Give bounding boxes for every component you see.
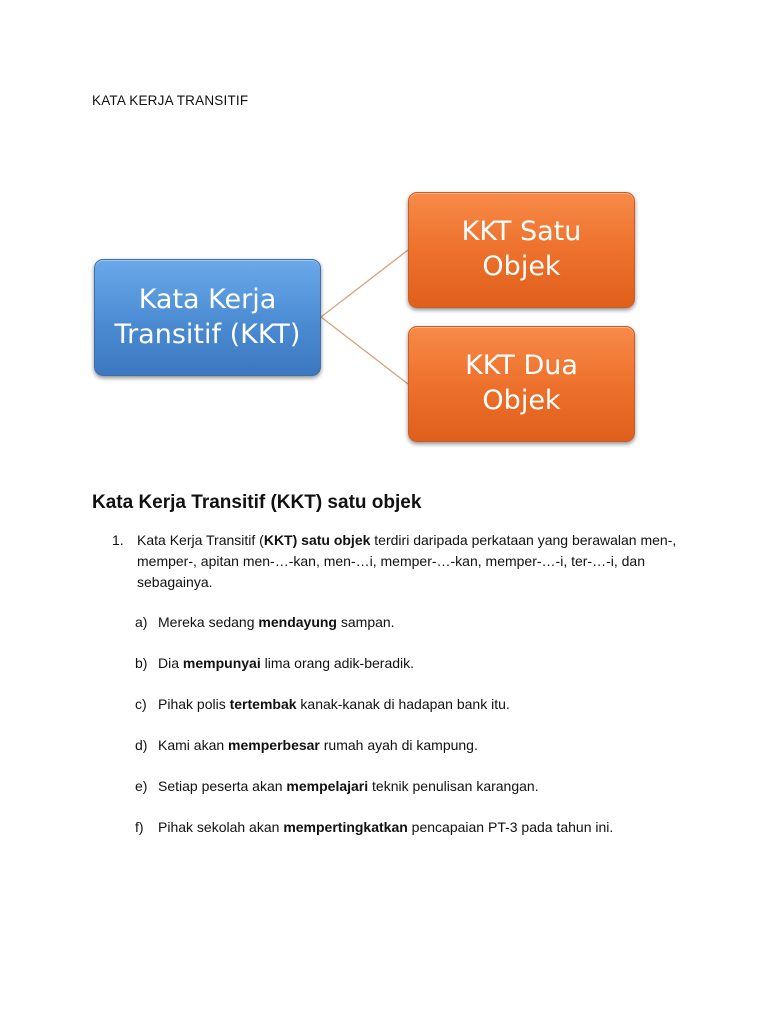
example-bold-verb: mempunyai — [182, 655, 261, 671]
example-text-after: lima orang adik-beradik. — [260, 655, 415, 671]
list-number: 1. — [112, 532, 124, 548]
example-item — [135, 737, 478, 753]
intro-text-post: terdiri daripada perkataan yang berawalan men-, memper-, apitan men-…-kan, men-…i, memper-…-kan, memper-…-i, ter-…-i, dan sebagainya. — [137, 532, 677, 590]
example-bold-verb: mendayung — [258, 614, 337, 630]
example-text-before: Dia — [158, 655, 183, 671]
example-item — [135, 696, 510, 712]
example-text-before: Pihak sekolah akan — [158, 819, 284, 835]
document-title: KATA KERJA TRANSITIF — [92, 93, 249, 108]
child-node-line-2: Objek — [482, 251, 561, 282]
example-bold-verb: mempertingkatkan — [283, 819, 408, 835]
intro-list-item — [112, 530, 682, 593]
example-label: e) — [135, 778, 148, 794]
root-node-line-1: Kata Kerja — [138, 283, 277, 315]
example-text-before: Pihak polis — [158, 696, 230, 712]
example-bold-verb: tertembak — [229, 696, 297, 712]
intro-text — [137, 530, 682, 593]
example-text-after: kanak-kanak di hadapan bank itu. — [296, 696, 510, 712]
connector-to-satu-objek — [321, 250, 408, 317]
example-text-after: teknik penulisan karangan. — [368, 778, 539, 794]
example-item — [135, 655, 414, 671]
example-label: c) — [135, 696, 147, 712]
example-bold-verb: mempelajari — [286, 778, 369, 794]
example-label: b) — [135, 655, 148, 671]
section-heading: Kata Kerja Transitif (KKT) satu objek — [92, 492, 422, 513]
example-text-after: pencapaian PT-3 pada tahun ini. — [407, 819, 614, 835]
child-node-line-1: KKT Satu — [461, 216, 582, 248]
example-item — [135, 778, 539, 794]
intro-text-bold: KKT) satu objek — [263, 532, 371, 548]
example-text-after: rumah ayah di kampung. — [319, 737, 478, 753]
example-text-before: Setiap peserta akan — [158, 778, 287, 794]
connector-to-dua-objek — [321, 317, 408, 384]
child-node-line-1: KKT Dua — [465, 350, 578, 382]
intro-text-pre: Kata Kerja Transitif ( — [137, 532, 264, 548]
example-item — [135, 614, 395, 630]
diagram-child-node-dua-objek — [408, 326, 635, 442]
example-label: d) — [135, 737, 148, 753]
example-text-before: Kami akan — [158, 737, 229, 753]
example-text-before: Mereka sedang — [158, 614, 259, 630]
diagram-root-node — [94, 259, 321, 376]
diagram-child-node-satu-objek — [408, 192, 635, 308]
example-label: a) — [135, 614, 148, 630]
root-node-line-2: Transitif (KKT) — [114, 318, 301, 350]
child-node-line-2: Objek — [482, 385, 561, 416]
example-bold-verb: memperbesar — [228, 737, 320, 753]
example-label: f) — [135, 819, 144, 835]
example-text-after: sampan. — [336, 614, 395, 630]
example-item — [135, 819, 613, 835]
